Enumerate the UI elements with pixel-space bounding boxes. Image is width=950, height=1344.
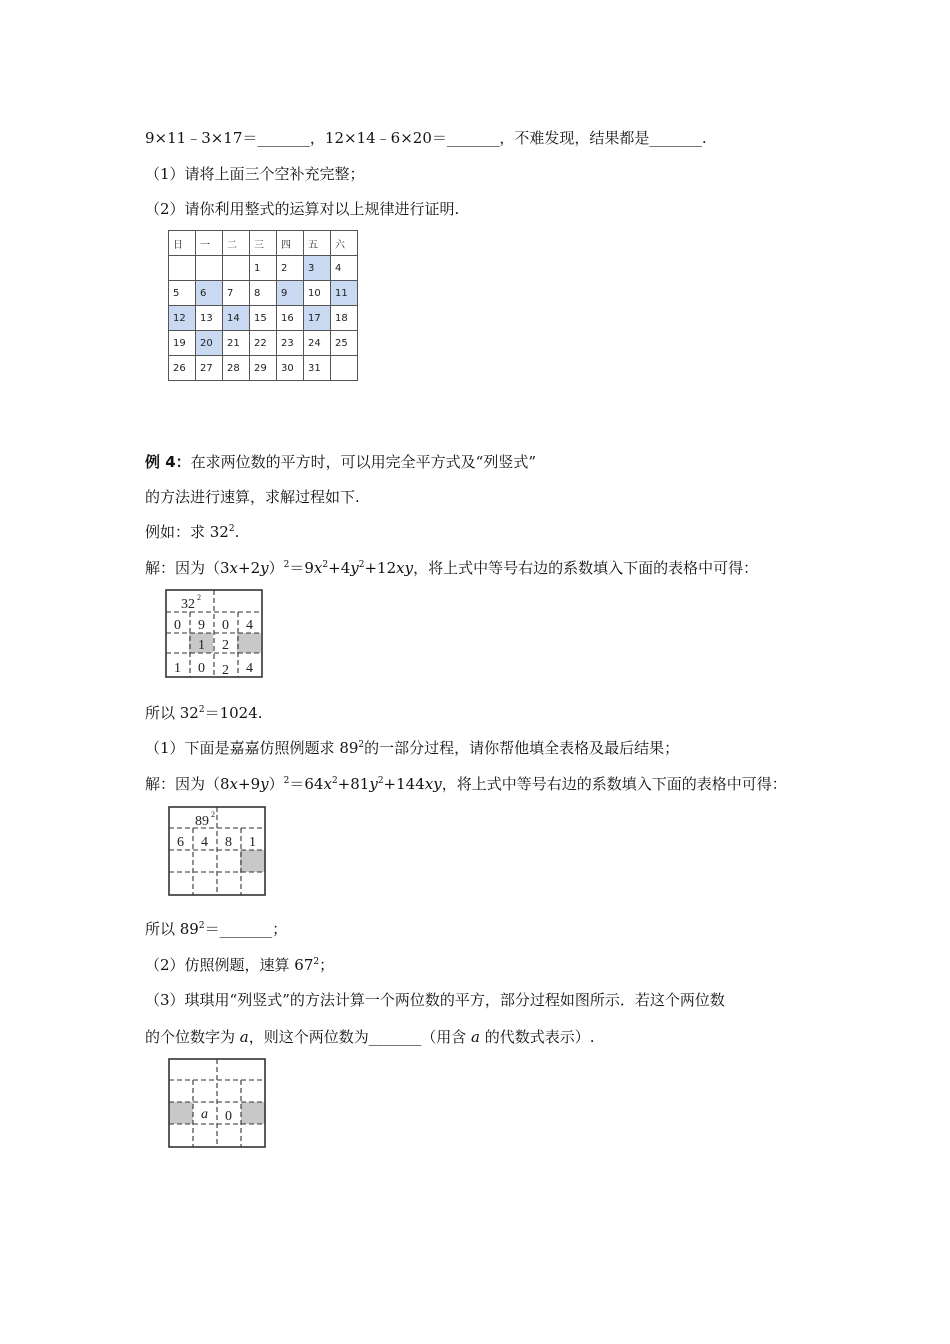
calendar-day-cell: 5: [169, 281, 196, 306]
calendar-row: [169, 331, 358, 356]
calendar-day-cell: 1: [250, 256, 277, 281]
calendar-day-cell: 26: [169, 356, 196, 381]
svg-text:4: 4: [246, 618, 253, 633]
result-89: 所以 $89^2=\_\_\_\_\_\_\_$；: [145, 920, 288, 938]
calendar-day-cell: 25: [331, 331, 358, 356]
calendar-day-cell: 4: [331, 256, 358, 281]
calendar-day-cell: 27: [196, 356, 223, 381]
svg-text:1: 1: [249, 835, 256, 850]
example-4-intro: 例 4：在求两位数的平方时，可以用完全平方式及“列竖式”: [145, 453, 537, 471]
calendar-header-cell: 四: [277, 231, 304, 256]
vertical-calc-grid-32: [165, 588, 265, 680]
calendar-day-cell: 17: [304, 306, 331, 331]
blank-2[interactable]: _______: [446, 129, 500, 147]
calendar-header-cell: 五: [304, 231, 331, 256]
calendar-day-cell: 10: [304, 281, 331, 306]
calendar-day-cell: 14: [223, 306, 250, 331]
svg-text:2: 2: [211, 810, 215, 819]
svg-text:8: 8: [225, 835, 232, 850]
svg-text:2: 2: [222, 663, 229, 678]
example-prompt: 例如：求 $32^2$.: [145, 523, 240, 541]
calendar-row: [169, 281, 358, 306]
calendar-day-cell: 19: [169, 331, 196, 356]
part-3-question: （3）琪琪用“列竖式”的方法计算一个两位数的平方，部分过程如图所示．若这个两位数: [145, 991, 725, 1009]
svg-text:6: 6: [177, 835, 184, 850]
blank-3[interactable]: _______: [649, 129, 702, 147]
calendar-day-cell: 28: [223, 356, 250, 381]
calendar-day-cell: [196, 256, 223, 281]
calendar-day-cell: 23: [277, 331, 304, 356]
calendar-day-cell: [223, 256, 250, 281]
svg-text:0: 0: [198, 661, 205, 676]
calendar-day-cell: 16: [277, 306, 304, 331]
solution-1: 解：因为$(3x+2y)^2=9x^2+4y^2+12xy$，将上式中等号右边的系数填入下面的表格中可得：: [145, 559, 759, 577]
calendar-header-cell: 六: [331, 231, 358, 256]
calendar-day-cell: 22: [250, 331, 277, 356]
calendar-day-cell: 3: [304, 256, 331, 281]
grid2-title: 89: [195, 814, 209, 829]
grid1-title: 32: [181, 597, 195, 612]
question-1: （1）请将上面三个空补充完整；: [145, 165, 365, 183]
calendar-day-cell: 31: [304, 356, 331, 381]
calendar-header-cell: 三: [250, 231, 277, 256]
calendar-header-cell: 二: [223, 231, 250, 256]
question-2: （2）请你利用整式的运算对以上规律进行证明.: [145, 200, 460, 218]
calendar-day-cell: 12: [169, 306, 196, 331]
result-32: 所以 $32^2=1024$.: [145, 704, 263, 722]
calendar-day-cell: 20: [196, 331, 223, 356]
svg-text:2: 2: [222, 638, 229, 653]
example-label: 例 4：: [145, 453, 191, 471]
calendar-day-cell: 15: [250, 306, 277, 331]
svg-text:0: 0: [222, 618, 229, 633]
calendar-table: [168, 230, 358, 381]
solution-2: 解：因为$(8x+9y)^2=64x^2+81y^2+144xy$，将上式中等号右边的系数填入下面的表格中可得：: [145, 775, 787, 793]
svg-text:2: 2: [197, 593, 201, 602]
svg-text:4: 4: [246, 661, 253, 676]
calendar-day-cell: 6: [196, 281, 223, 306]
svg-text:0: 0: [225, 1109, 232, 1124]
svg-text:1: 1: [174, 661, 181, 676]
calendar-day-cell: 30: [277, 356, 304, 381]
calendar-day-cell: 21: [223, 331, 250, 356]
calendar-day-cell: 7: [223, 281, 250, 306]
part-2-question: （2）仿照例题，速算 $67^2$；: [145, 956, 335, 974]
result-89-blank[interactable]: _______: [219, 920, 273, 938]
calendar-day-cell: 2: [277, 256, 304, 281]
calendar-header-cell: 一: [196, 231, 223, 256]
part-3-question-2: 的个位数字为 a，则这个两位数为_______（用含 a 的代数式表示）.: [145, 1028, 595, 1046]
calendar-header-cell: 日: [169, 231, 196, 256]
part-1-question: （1）下面是嘉嘉仿照例题求 $89^2$的一部分过程，请你帮他填全表格及最后结果；: [145, 739, 680, 757]
calendar-header-row: [169, 231, 358, 256]
vertical-calc-grid-89: [168, 806, 268, 898]
svg-text:1: 1: [198, 638, 205, 653]
calendar-row: [169, 256, 358, 281]
calendar-day-cell: 13: [196, 306, 223, 331]
calendar-day-cell: 24: [304, 331, 331, 356]
blank-1[interactable]: _______: [257, 129, 310, 147]
calendar-day-cell: 11: [331, 281, 358, 306]
example-4-intro-2: 的方法进行速算，求解过程如下.: [145, 488, 360, 506]
svg-text:9: 9: [198, 618, 205, 633]
svg-text:4: 4: [201, 835, 208, 850]
calendar-day-cell: 8: [250, 281, 277, 306]
part-3-blank[interactable]: _______: [368, 1028, 422, 1046]
vertical-calc-grid-a: [168, 1058, 268, 1150]
equation-line: 9×11﹣3×17＝_______，12×14﹣6×20＝_______，不难发现，结果都是_______.: [145, 129, 707, 147]
expr-2: 12×14﹣6×20＝: [324, 129, 447, 147]
calendar-day-cell: 29: [250, 356, 277, 381]
calendar-day-cell: [331, 356, 358, 381]
calendar-row: [169, 356, 358, 381]
svg-text:a: a: [201, 1107, 208, 1122]
expr-1: 9×11﹣3×17＝: [145, 129, 258, 147]
calendar-row: [169, 306, 358, 331]
calendar-day-cell: 18: [331, 306, 358, 331]
calendar-day-cell: [169, 256, 196, 281]
svg-text:0: 0: [174, 618, 181, 633]
calendar-day-cell: 9: [277, 281, 304, 306]
